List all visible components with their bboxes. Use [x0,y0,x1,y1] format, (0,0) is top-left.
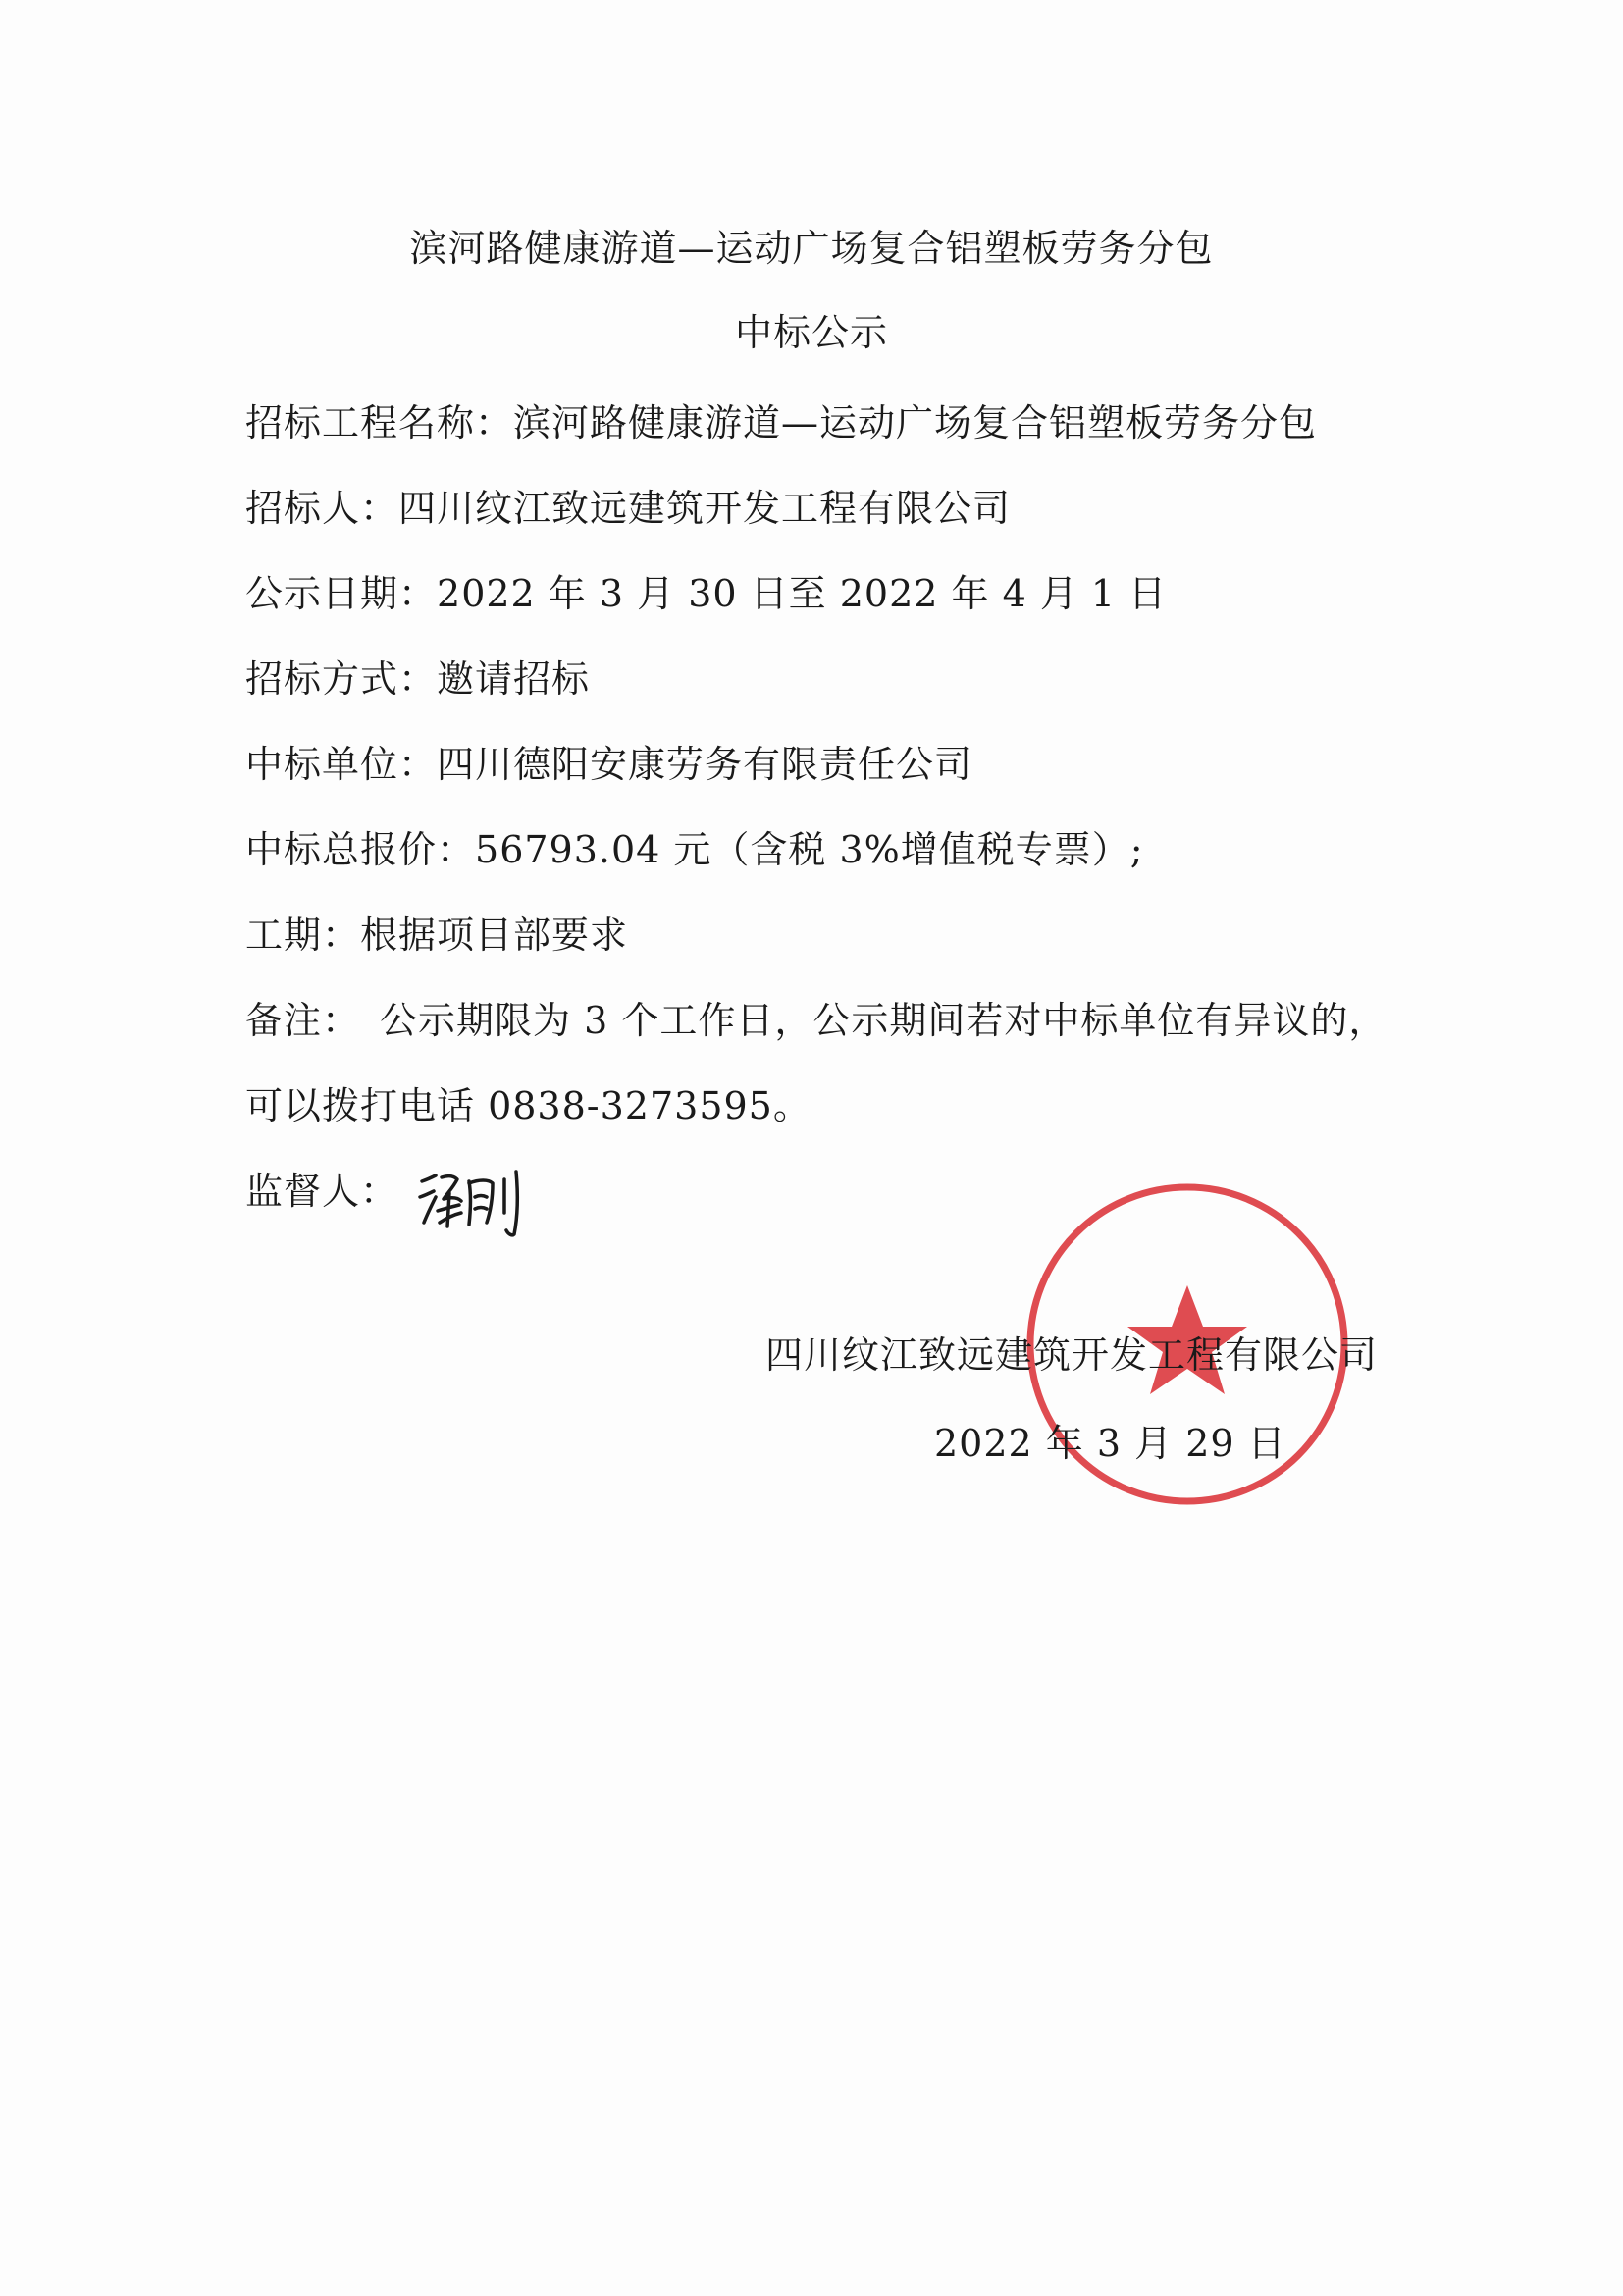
supervisor-signature [414,1164,532,1242]
tender-method-label: 招标方式： [245,657,438,701]
publicity-date-row [245,563,1167,617]
construction-period-value: 根据项目部要求 [360,913,629,957]
tenderer-row [245,478,1011,532]
publicity-date-value: 2022 年 3 月 30 日至 2022 年 4 月 1 日 [437,572,1168,615]
document-title: 滨河路健康游道—运动广场复合铝塑板劳务分包 [409,227,1214,270]
supervisor-label: 监督人： [245,1170,399,1213]
total-price-row [245,819,1144,873]
total-price-value: 56793.04 元（含税 3%增值税专票）; [475,828,1144,871]
construction-period-row [245,905,628,959]
remark-row-continued [245,1075,812,1129]
remark-value: 公示期限为 3 个工作日，公示期间若对中标单位有异议的， [380,999,1387,1042]
winning-bidder-label: 中标单位： [245,743,438,786]
issue-date: 2022 年 3 月 29 日 [934,1422,1286,1465]
remark-label: 备注： [245,999,361,1042]
remark-phone-value: 可以拨打电话 0838-3273595。 [245,1084,812,1127]
winning-bidder-row [245,734,972,788]
publicity-date-label: 公示日期： [245,572,438,615]
tenderer-label: 招标人： [245,487,399,530]
project-name-row [245,392,1317,446]
construction-period-label: 工期： [245,913,361,957]
winning-bidder-value: 四川德阳安康劳务有限责任公司 [437,743,973,786]
tenderer-value: 四川纹江致远建筑开发工程有限公司 [398,487,1012,530]
supervisor-row [245,1161,398,1215]
project-name-label: 招标工程名称： [245,401,514,444]
document-subtitle: 中标公示 [734,311,888,354]
remark-row [245,990,1387,1044]
tender-method-row [245,649,590,703]
issuer-company: 四川纹江致远建筑开发工程有限公司 [765,1333,1379,1377]
tender-method-value: 邀请招标 [437,657,591,701]
project-name-value: 滨河路健康游道—运动广场复合铝塑板劳务分包 [513,401,1318,444]
total-price-label: 中标总报价： [245,828,476,871]
